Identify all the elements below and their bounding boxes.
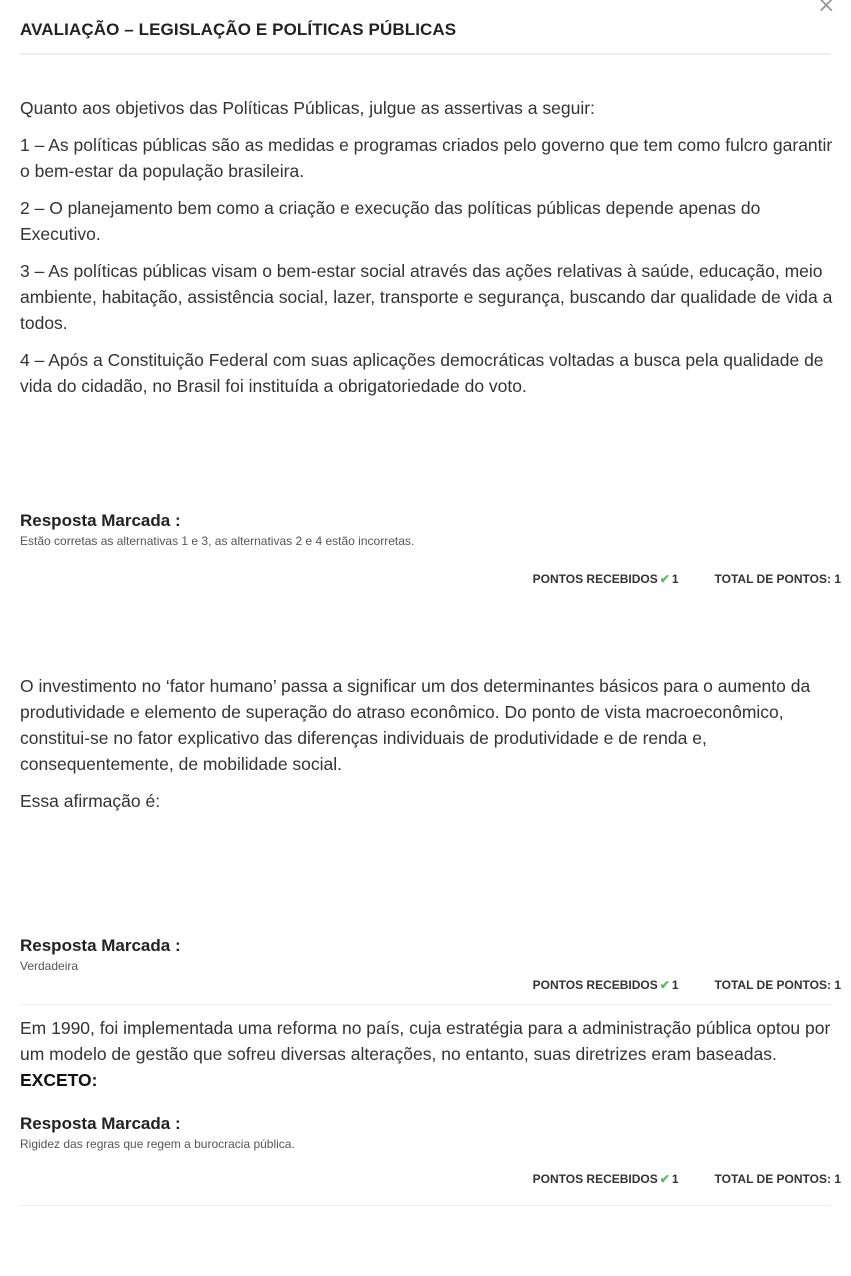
answer-label: Resposta Marcada : xyxy=(20,936,181,955)
score-row-1 xyxy=(0,572,841,586)
points-received-label: PONTOS RECEBIDOS xyxy=(532,572,658,586)
close-icon[interactable]: × xyxy=(817,0,836,18)
question-2 xyxy=(20,673,840,825)
points-received-label: PONTOS RECEBIDOS xyxy=(532,978,658,992)
check-icon: ✔ xyxy=(659,572,670,586)
question-text: Quanto aos objetivos das Políticas Públicas, julgue as assertivas a seguir: xyxy=(20,98,595,118)
question-text: O investimento no ‘fator humano’ passa a significar um dos determinantes básicos para o aumento da produtividade e elemento de superação do atraso econômico. Do ponto de vista macroeconômico, constitui-se no fator explicativo das diferenças individuais de produtividade e de renda e, consequentemente, de mobilidade social. xyxy=(20,676,811,774)
points-received-value: 1 xyxy=(671,572,679,586)
assertion-3: 3 – As políticas públicas visam o bem-estar social através das ações relativas à saúde, educação, meio ambiente, habitação, assistência social, lazer, transporte e segurança, buscando dar qualidade de vida a todos. xyxy=(20,261,833,333)
points-received-value: 1 xyxy=(671,978,679,992)
marked-answer: Estão corretas as alternativas 1 e 3, as alternativas 2 e 4 estão incorretas. xyxy=(20,534,415,548)
marked-answer: Verdadeira xyxy=(20,959,79,973)
assertion-1: 1 – As políticas públicas são as medidas e programas criados pelo governo que tem como fulcro garantir o bem-estar da população brasileira. xyxy=(20,135,833,181)
assertion-4: 4 – Após a Constituição Federal com suas aplicações democráticas voltadas a busca pela qualidade de vida do cidadão, no Brasil foi instituída a obrigatoriedade do voto. xyxy=(20,350,824,396)
answer-2 xyxy=(20,935,840,974)
page-title: AVALIAÇÃO – LEGISLAÇÃO E POLÍTICAS PÚBLICAS xyxy=(20,20,457,39)
question-divider xyxy=(20,1205,830,1206)
marked-answer: Rigidez das regras que regem a burocracia pública. xyxy=(20,1137,295,1151)
answer-3 xyxy=(20,1113,840,1152)
question-divider xyxy=(20,1004,830,1005)
question-body: Em 1990, foi implementada uma reforma no país, cuja estratégia para a administração pública optou por um modelo de gestão que sofreu diversas alterações, no entanto, suas diretrizes eram baseadas. xyxy=(20,1018,831,1064)
total-points: TOTAL DE PONTOS: 1 xyxy=(714,572,841,586)
answer-1 xyxy=(20,510,840,549)
score-row-3 xyxy=(0,1172,841,1186)
question-3 xyxy=(20,1015,840,1104)
points-received-value: 1 xyxy=(671,1172,679,1186)
title-divider xyxy=(20,53,830,55)
check-icon: ✔ xyxy=(659,1172,670,1186)
total-points: TOTAL DE PONTOS: 1 xyxy=(714,1172,841,1186)
total-points: TOTAL DE PONTOS: 1 xyxy=(714,978,841,992)
question-1 xyxy=(20,95,840,410)
points-received-label: PONTOS RECEBIDOS xyxy=(532,1172,658,1186)
question-prompt: Essa afirmação é: xyxy=(20,791,161,811)
answer-label: Resposta Marcada : xyxy=(20,511,181,530)
score-row-2 xyxy=(0,978,841,992)
assertion-2: 2 – O planejamento bem como a criação e execução das políticas públicas depende apenas do Executivo. xyxy=(20,198,761,244)
question-text xyxy=(20,1015,840,1093)
check-icon: ✔ xyxy=(659,978,670,992)
answer-label: Resposta Marcada : xyxy=(20,1114,181,1133)
question-emphasis: EXCETO: xyxy=(20,1070,98,1090)
